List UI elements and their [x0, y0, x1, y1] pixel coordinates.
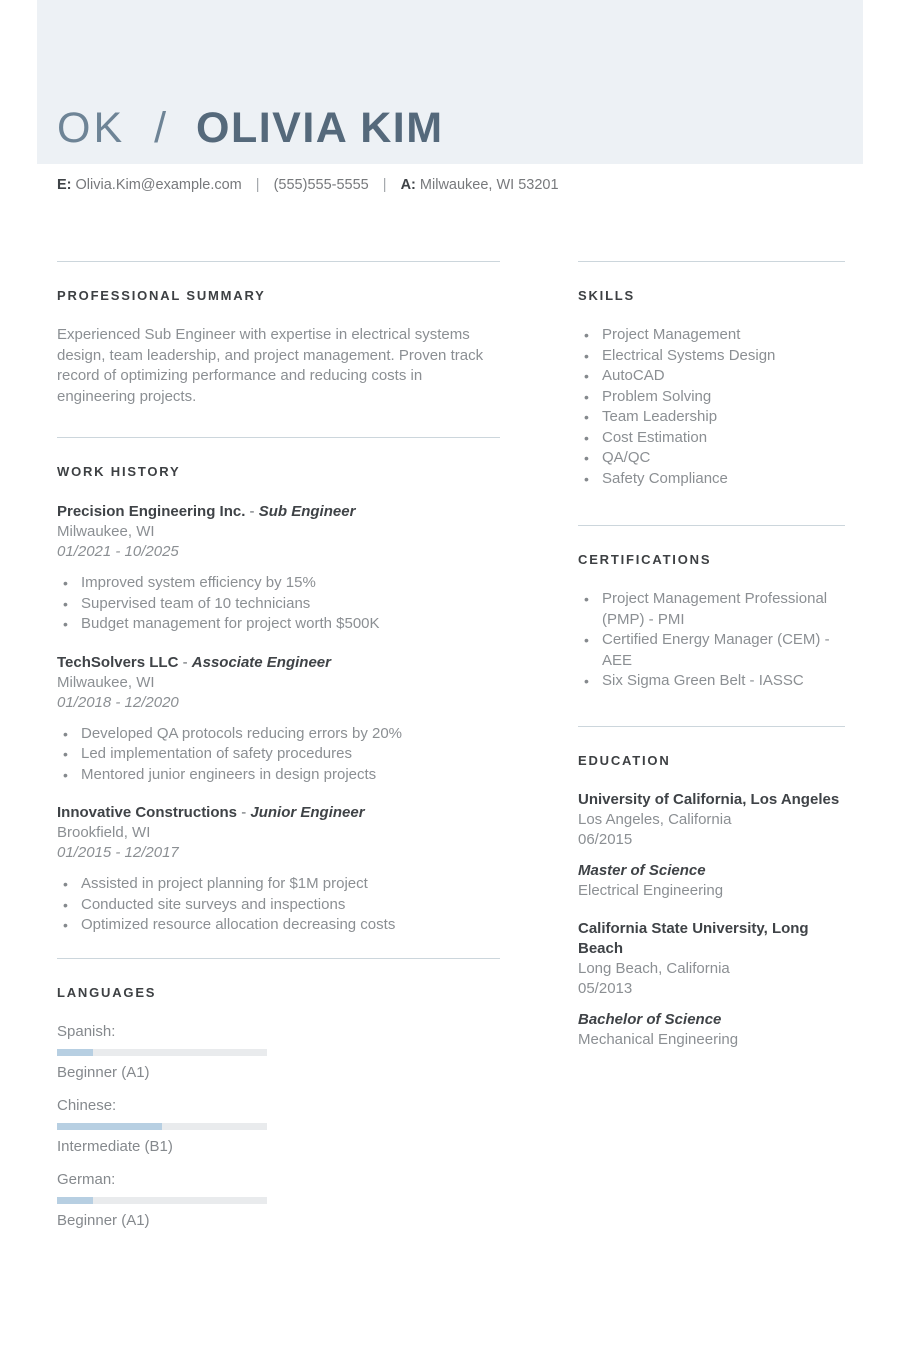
education-date: 05/2013	[578, 979, 633, 997]
education-location: Los Angeles, California	[578, 810, 732, 828]
skill-item: • Safety Compliance	[578, 469, 845, 490]
full-name: OLIVIA KIM	[196, 104, 444, 152]
address-label: A:	[400, 177, 416, 193]
job-title-separator: -	[245, 503, 259, 520]
job-role: Associate Engineer	[191, 653, 331, 671]
languages-heading: LANGUAGES	[57, 984, 157, 1000]
job-dates: 01/2015 - 12/2017	[57, 844, 179, 861]
skill-item: • Project Management	[578, 325, 845, 346]
address-value: Milwaukee, WI 53201	[419, 177, 559, 193]
job-entry	[57, 652, 500, 786]
skill-item: • Team Leadership	[578, 407, 845, 428]
language-progress-track	[57, 1123, 267, 1130]
education-field: Electrical Engineering	[578, 881, 724, 899]
job-title-separator: -	[178, 653, 192, 671]
job-bullet: • Improved system efficiency by 15%	[57, 573, 500, 594]
name-slash: /	[154, 104, 168, 152]
job-bullet: • Supervised team of 10 technicians	[57, 594, 500, 615]
skills-heading: SKILLS	[578, 288, 636, 303]
education-school: California State University, Long Beach	[578, 919, 809, 957]
language-progress-fill	[57, 1123, 162, 1130]
section-certifications	[578, 525, 845, 692]
job-bullet: • Budget management for project worth $500K	[57, 614, 500, 635]
language-item	[57, 1096, 287, 1157]
section-languages	[57, 958, 500, 1244]
work-history-heading: WORK HISTORY	[57, 464, 181, 479]
education-date: 06/2015	[578, 830, 633, 848]
education-heading: EDUCATION	[578, 752, 671, 768]
language-name: Chinese:	[57, 1096, 117, 1114]
header-band	[37, 0, 863, 164]
education-degree-block	[578, 1010, 845, 1050]
email-value: Olivia.Kim@example.com	[75, 177, 242, 193]
education-location: Long Beach, California	[578, 959, 730, 977]
language-progress-fill	[57, 1197, 93, 1204]
certification-item: • Six Sigma Green Belt - IASSC	[578, 671, 845, 692]
skill-item: • Cost Estimation	[578, 428, 845, 449]
skill-item: • Problem Solving	[578, 387, 845, 408]
job-location: Brookfield, WI	[57, 824, 151, 841]
job-company: TechSolvers LLC	[57, 653, 179, 671]
job-bullet: • Assisted in project planning for $1M project	[57, 874, 500, 895]
job-bullet-list	[57, 724, 500, 786]
contact-separator: |	[255, 177, 260, 193]
job-bullet: • Mentored junior engineers in design projects	[57, 765, 500, 786]
language-name: German:	[57, 1170, 116, 1188]
section-education	[578, 726, 845, 1050]
job-list	[57, 501, 500, 936]
phone-value: (555)555-5555	[273, 177, 369, 193]
job-location: Milwaukee, WI	[57, 673, 155, 691]
job-role: Sub Engineer	[258, 503, 356, 520]
job-bullet-list	[57, 874, 500, 936]
summary-text: Experienced Sub Engineer with expertise in electrical systems design, team leadership, and project management. Proven track record of optimizing performance and reducing costs in engineering projects.	[57, 326, 484, 405]
content-columns	[57, 261, 845, 1244]
certification-item: • Project Management Professional (PMP) - PMI	[578, 589, 845, 630]
language-level: Beginner (A1)	[57, 1211, 150, 1229]
job-role: Junior Engineer	[250, 804, 365, 821]
education-field: Mechanical Engineering	[578, 1030, 739, 1048]
education-degree: Master of Science	[578, 861, 706, 879]
section-work-history	[57, 437, 500, 936]
job-bullet: • Conducted site surveys and inspections	[57, 895, 500, 916]
language-grid	[57, 1022, 500, 1244]
section-skills	[578, 261, 845, 489]
job-entry	[57, 501, 500, 635]
education-school: University of California, Los Angeles	[578, 790, 840, 808]
job-title-separator: -	[237, 804, 251, 821]
education-entry	[578, 790, 845, 901]
education-entry	[578, 919, 845, 1050]
language-level: Beginner (A1)	[57, 1063, 150, 1081]
language-progress-fill	[57, 1049, 93, 1056]
job-dates: 01/2021 - 10/2025	[57, 543, 179, 560]
job-location: Milwaukee, WI	[57, 523, 155, 540]
language-level: Intermediate (B1)	[57, 1137, 173, 1155]
job-bullet: • Optimized resource allocation decreasing costs	[57, 915, 500, 936]
skill-item: • AutoCAD	[578, 366, 845, 387]
left-column	[57, 261, 500, 1244]
certifications-list	[578, 589, 845, 692]
language-item	[57, 1170, 287, 1231]
job-bullet-list	[57, 573, 500, 635]
language-progress-track	[57, 1049, 267, 1056]
certifications-heading: CERTIFICATIONS	[578, 552, 712, 567]
contact-line	[37, 177, 863, 193]
skill-item: • Electrical Systems Design	[578, 346, 845, 367]
job-title-line	[57, 652, 500, 673]
job-dates: 01/2018 - 12/2020	[57, 693, 179, 711]
summary-heading: PROFESSIONAL SUMMARY	[57, 288, 266, 303]
contact-separator: |	[382, 177, 387, 193]
language-progress-track	[57, 1197, 267, 1204]
name-line	[57, 104, 444, 152]
job-title-line	[57, 501, 500, 522]
right-column	[578, 261, 845, 1068]
language-name: Spanish:	[57, 1022, 116, 1040]
education-degree: Bachelor of Science	[578, 1010, 722, 1028]
education-degree-block	[578, 861, 845, 901]
job-company: Precision Engineering Inc.	[57, 503, 246, 520]
certification-item: • Certified Energy Manager (CEM) - AEE	[578, 630, 845, 671]
monogram: OK	[57, 104, 126, 152]
job-company: Innovative Constructions	[57, 804, 238, 821]
job-entry	[57, 802, 500, 936]
job-bullet: • Developed QA protocols reducing errors by 20%	[57, 724, 500, 745]
email-label: E:	[57, 177, 72, 193]
job-title-line	[57, 802, 500, 823]
section-professional-summary	[57, 261, 500, 407]
skills-list	[578, 325, 845, 489]
job-bullet: • Led implementation of safety procedures	[57, 744, 500, 765]
skill-item: • QA/QC	[578, 448, 845, 469]
language-item	[57, 1022, 287, 1083]
